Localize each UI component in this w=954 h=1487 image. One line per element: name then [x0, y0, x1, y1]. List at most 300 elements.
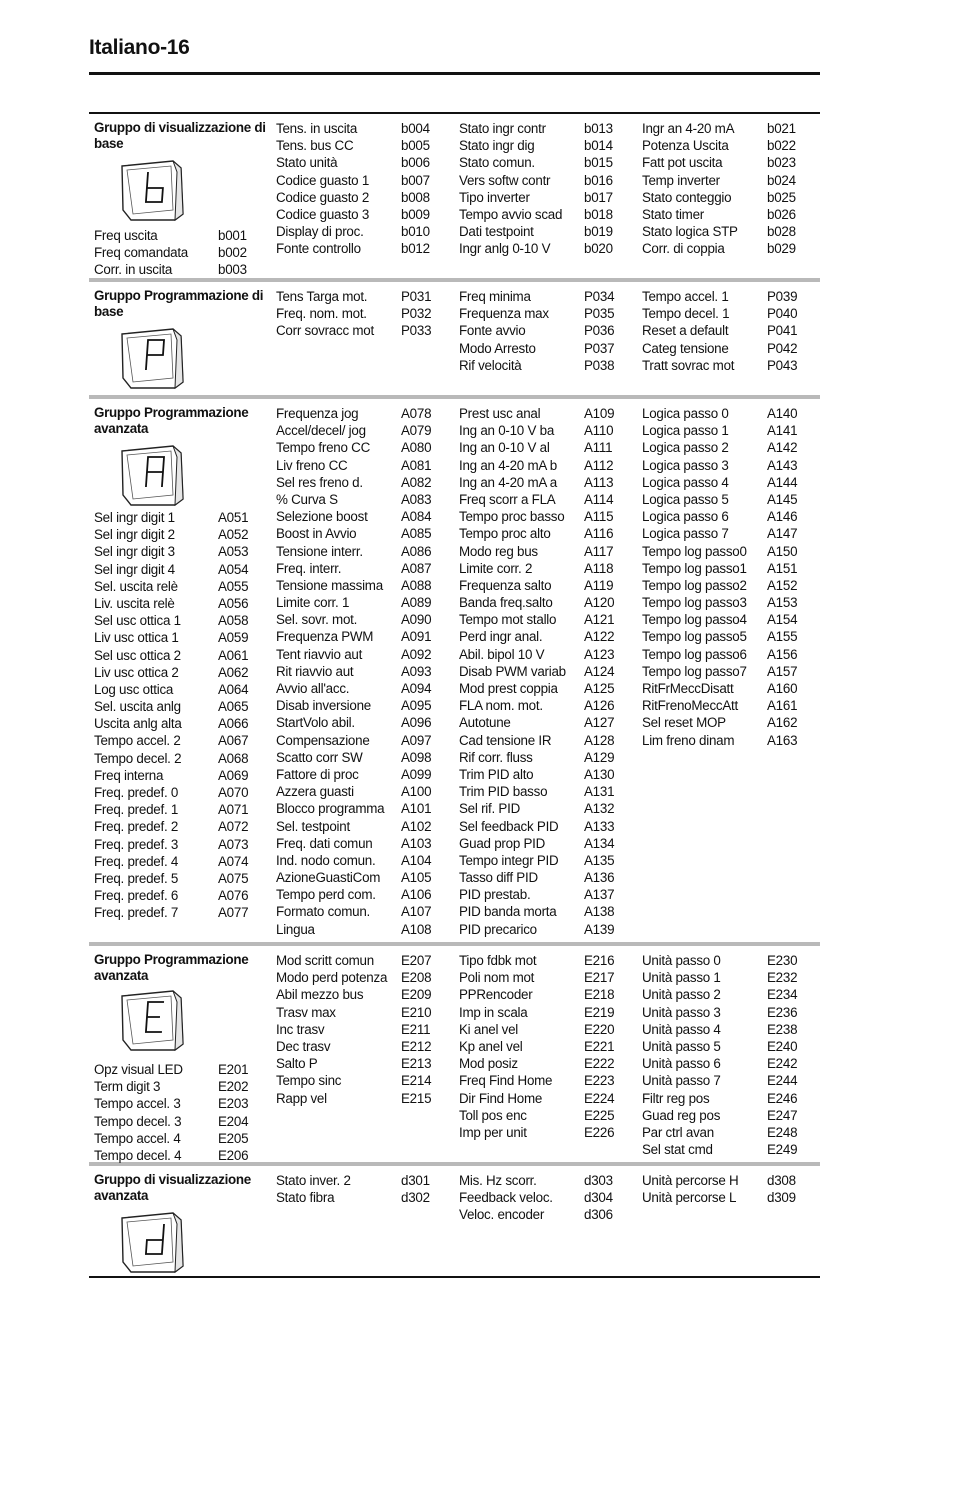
- parameter-code: A062: [218, 664, 249, 680]
- table-bottom-rule: [89, 1276, 820, 1278]
- parameter-item: [276, 525, 451, 542]
- parameter-item: [459, 439, 634, 456]
- parameter-label: Freq uscita: [94, 228, 158, 243]
- parameter-item: [94, 853, 264, 870]
- parameter-code: b010: [401, 224, 430, 240]
- parameter-item: [94, 561, 264, 578]
- parameter-code: A139: [584, 921, 615, 937]
- parameter-item: [276, 305, 451, 322]
- parameter-item: [276, 783, 451, 800]
- parameter-code: A138: [584, 904, 615, 920]
- parameter-label: Unità passo 4: [642, 1021, 721, 1037]
- parameter-label: Tempo avvio scad: [459, 206, 563, 222]
- parameter-label: Sel usc ottica 2: [94, 647, 181, 663]
- parameter-label: Freq Find Home: [459, 1073, 553, 1089]
- parameter-item: [276, 577, 451, 594]
- parameter-label: Lim freno dinam: [642, 732, 735, 748]
- parameter-item: [276, 766, 451, 783]
- parameter-item: [276, 405, 451, 422]
- parameter-item: [459, 986, 634, 1003]
- parameter-label: Guad reg pos: [642, 1107, 721, 1123]
- parameter-column: [459, 288, 634, 374]
- parameter-label: PPRencoder: [459, 987, 533, 1003]
- parameter-item: [459, 749, 634, 766]
- parameter-label: Tempo decel. 3: [94, 1113, 182, 1129]
- parameter-label: Liv usc ottica 1: [94, 630, 179, 646]
- parameter-label: Tempo accel. 1: [642, 289, 729, 304]
- parameter-label: Tens. bus CC: [276, 138, 354, 154]
- parameter-code: b023: [767, 155, 796, 171]
- parameter-item: [642, 457, 817, 474]
- parameter-label: Unità passo 2: [642, 987, 721, 1003]
- parameter-label: Logica passo 5: [642, 491, 729, 507]
- parameter-code: b015: [584, 155, 613, 171]
- parameter-label: Stato conteggio: [642, 189, 732, 205]
- parameter-code: A097: [401, 732, 432, 748]
- parameter-item: [642, 154, 817, 171]
- parameter-item: [459, 577, 634, 594]
- parameter-label: Freq. predef. 7: [94, 905, 179, 921]
- parameter-label: Mis. Hz scorr.: [459, 1173, 537, 1188]
- parameter-item: [459, 852, 634, 869]
- parameter-item: [459, 120, 634, 137]
- parameter-code: A080: [401, 440, 432, 456]
- parameter-item: [642, 1055, 817, 1072]
- parameter-item: [276, 835, 451, 852]
- parameter-label: Tempo log passo7: [642, 663, 747, 679]
- group-title: Gruppo di visualizzazione avanzata: [94, 1172, 251, 1203]
- parameter-item: [642, 240, 817, 257]
- parameter-code: P033: [401, 323, 432, 339]
- parameter-item: [276, 120, 451, 137]
- parameter-code: A137: [584, 887, 615, 903]
- parameter-label: Sel feedback PID: [459, 818, 559, 834]
- parameter-item: [642, 1004, 817, 1021]
- parameter-label: Tempo integr PID: [459, 852, 559, 868]
- parameter-code: P041: [767, 323, 798, 339]
- parameter-item: [459, 783, 634, 800]
- parameter-label: Unità passo 7: [642, 1073, 721, 1089]
- parameter-item: [94, 1061, 264, 1078]
- parameter-label: Stato fibra: [276, 1190, 335, 1206]
- parameter-code: b006: [401, 155, 430, 171]
- parameter-item: [459, 594, 634, 611]
- parameter-item: [459, 491, 634, 508]
- parameter-item: [94, 1095, 264, 1112]
- parameter-code: A146: [767, 509, 798, 525]
- parameter-label: Banda freq.salto: [459, 595, 553, 611]
- parameter-label: Logica passo 3: [642, 457, 729, 473]
- parameter-code: A156: [767, 646, 798, 662]
- parameter-label: Sel. testpoint: [276, 818, 350, 834]
- parameter-code: E213: [401, 1056, 432, 1072]
- parameter-label: Azzera guasti: [276, 784, 354, 800]
- parameter-code: A092: [401, 646, 432, 662]
- parameter-item: [642, 1107, 817, 1124]
- parameter-item: [459, 525, 634, 542]
- parameter-item: [94, 244, 264, 261]
- parameter-item: [94, 543, 264, 560]
- parameter-item: [276, 680, 451, 697]
- parameter-item: [276, 663, 451, 680]
- parameter-item: [459, 1107, 634, 1124]
- parameter-label: Ki anel vel: [459, 1021, 519, 1037]
- parameter-code: A114: [584, 491, 614, 507]
- parameter-code: A108: [401, 921, 432, 937]
- parameter-label: Compensazione: [276, 732, 370, 748]
- parameter-code: A093: [401, 663, 432, 679]
- parameter-label: Categ tensione: [642, 340, 729, 356]
- parameter-code: d309: [767, 1190, 796, 1206]
- parameter-label: Logica passo 7: [642, 526, 729, 542]
- parameter-item: [276, 223, 451, 240]
- parameter-item: [276, 137, 451, 154]
- parameter-code: b025: [767, 189, 796, 205]
- parameter-item: [459, 1090, 634, 1107]
- parameter-code: A091: [401, 629, 432, 645]
- parameter-code: b019: [584, 224, 613, 240]
- parameter-code: P040: [767, 306, 798, 322]
- parameter-label: Sel ingr digit 1: [94, 510, 175, 525]
- parameter-code: A151: [767, 560, 798, 576]
- parameter-item: [94, 767, 264, 784]
- parameter-code: A084: [401, 509, 432, 525]
- parameter-code: d301: [401, 1173, 430, 1188]
- parameter-code: A145: [767, 491, 798, 507]
- parameter-code: A105: [401, 870, 432, 886]
- parameter-label: Tipo fdbk mot: [459, 953, 537, 968]
- parameter-code: E224: [584, 1090, 615, 1106]
- parameter-item: [459, 969, 634, 986]
- parameter-label: Blocco programma: [276, 801, 385, 817]
- parameter-code: b008: [401, 189, 430, 205]
- parameter-code: E226: [584, 1124, 615, 1140]
- parameter-code: A088: [401, 577, 432, 593]
- parameter-label: Sel. uscita anlg: [94, 699, 181, 715]
- parameter-item: [459, 474, 634, 491]
- parameter-label: Ing an 0-10 V ba: [459, 423, 555, 439]
- parameter-code: A098: [401, 749, 432, 765]
- parameter-label: Corr sovracc mot: [276, 323, 374, 339]
- parameter-label: Sel stat cmd: [642, 1142, 713, 1158]
- parameter-code: E209: [401, 987, 432, 1003]
- parameter-code: E248: [767, 1124, 798, 1140]
- parameter-label: Freq. predef. 3: [94, 836, 179, 852]
- parameter-label: Feedback veloc.: [459, 1190, 553, 1206]
- parameter-code: P038: [584, 357, 615, 373]
- parameter-label: Freq. predef. 1: [94, 802, 179, 818]
- parameter-code: A123: [584, 646, 615, 662]
- parameter-label: Freq. nom. mot.: [276, 306, 367, 322]
- parameter-group: [89, 399, 820, 942]
- parameter-label: Ingr an 4-20 mA: [642, 121, 735, 136]
- parameter-label: Codice guasto 1: [276, 172, 370, 188]
- parameter-label: Toll pos enc: [459, 1107, 527, 1123]
- parameter-item: [642, 1172, 817, 1189]
- parameter-label: Trasv max: [276, 1004, 336, 1020]
- parameter-code: A129: [584, 749, 615, 765]
- parameter-item: [276, 439, 451, 456]
- parameter-code: A120: [584, 595, 615, 611]
- parameter-item: [276, 172, 451, 189]
- parameter-item: [459, 646, 634, 663]
- group-title: Gruppo Programmazione avanzata: [94, 952, 249, 983]
- parameter-item: [276, 986, 451, 1003]
- parameter-item: [642, 189, 817, 206]
- parameter-label: Modo reg bus: [459, 543, 538, 559]
- parameter-label: Tent riavvio aut: [276, 646, 363, 662]
- parameter-item: [276, 491, 451, 508]
- parameter-code: E238: [767, 1021, 798, 1037]
- parameter-code: d302: [401, 1190, 430, 1206]
- parameter-column: [459, 1172, 634, 1224]
- parameter-label: Fonte controllo: [276, 241, 361, 257]
- parameter-item: [94, 1130, 264, 1147]
- parameter-code: A161: [767, 698, 798, 714]
- parameter-item: [276, 952, 451, 969]
- b-display-icon: [117, 158, 189, 222]
- parameter-label: Freq minima: [459, 289, 531, 304]
- parameter-item: [276, 288, 451, 305]
- parameter-item: [459, 240, 634, 257]
- parameter-code: A102: [401, 818, 432, 834]
- parameter-item: [459, 1072, 634, 1089]
- parameter-code: A106: [401, 887, 432, 903]
- parameter-item: [459, 223, 634, 240]
- parameter-label: Rif velocità: [459, 357, 522, 373]
- parameter-label: Rapp vel: [276, 1090, 327, 1106]
- parameter-code: A052: [218, 527, 249, 543]
- parameter-item: [94, 904, 264, 921]
- parameter-label: Ingr anlg 0-10 V: [459, 241, 551, 257]
- parameter-code: E236: [767, 1004, 798, 1020]
- parameter-item: [642, 422, 817, 439]
- parameter-label: Tempo decel. 1: [642, 306, 730, 322]
- parameter-code: A160: [767, 681, 798, 696]
- parameter-label: Logica passo 6: [642, 509, 729, 525]
- parameter-code: A112: [584, 457, 614, 473]
- parameter-label: Tempo log passo6: [642, 646, 747, 662]
- parameter-code: A077: [218, 905, 249, 921]
- parameter-label: Tempo accel. 3: [94, 1096, 181, 1112]
- parameter-label: FLA nom. mot.: [459, 698, 543, 714]
- parameter-label: Freq. predef. 2: [94, 819, 179, 835]
- parameter-label: Corr. di coppia: [642, 241, 725, 257]
- parameter-code: E249: [767, 1142, 798, 1158]
- parameter-item: [642, 223, 817, 240]
- parameter-item: [276, 1021, 451, 1038]
- parameter-column: [642, 952, 817, 1158]
- parameter-item: [459, 697, 634, 714]
- parameter-label: Corr. in uscita: [94, 262, 173, 278]
- parameter-label: Ing an 4-20 mA a: [459, 474, 557, 490]
- parameter-code: A055: [218, 578, 249, 594]
- parameter-label: Tempo proc basso: [459, 509, 565, 525]
- parameter-code: A053: [218, 544, 249, 560]
- parameter-label: Fonte avvio: [459, 323, 526, 339]
- parameter-label: Abil. bipol 10 V: [459, 646, 545, 662]
- parameter-label: Tempo decel. 4: [94, 1147, 182, 1163]
- parameter-label: Tempo perd com.: [276, 887, 376, 903]
- parameter-code: P035: [584, 306, 615, 322]
- parameter-item: [642, 628, 817, 645]
- parameter-label: Abil mezzo bus: [276, 987, 364, 1003]
- parameter-item: [276, 969, 451, 986]
- parameter-label: Modo Arresto: [459, 340, 536, 356]
- parameter-label: Stato unità: [276, 155, 338, 171]
- parameter-code: A061: [218, 647, 249, 663]
- parameter-code: b029: [767, 241, 796, 257]
- parameter-code: E225: [584, 1107, 615, 1123]
- parameter-label: % Curva S: [276, 491, 338, 507]
- parameter-code: b021: [767, 121, 796, 136]
- parameter-label: Tempo log passo4: [642, 612, 747, 628]
- group-title: Gruppo Programmazione di base: [94, 288, 264, 319]
- parameter-item: [276, 732, 451, 749]
- parameter-label: Tens Targa mot.: [276, 289, 368, 304]
- parameter-code: A119: [584, 577, 614, 593]
- parameter-code: A155: [767, 629, 798, 645]
- parameter-label: Display di proc.: [276, 224, 364, 240]
- parameter-code: A100: [401, 784, 432, 800]
- parameter-label: Inc trasv: [276, 1021, 325, 1037]
- parameter-label: Frequenza jog: [276, 406, 359, 421]
- parameter-code: A087: [401, 560, 432, 576]
- parameter-item: [642, 120, 817, 137]
- parameter-code: E232: [767, 970, 798, 986]
- parameter-item: [276, 1072, 451, 1089]
- parameter-label: RitFrMeccDisatt: [642, 681, 734, 696]
- parameter-label: Salto P: [276, 1056, 318, 1072]
- parameter-label: Tempo proc alto: [459, 526, 551, 542]
- parameter-label: StartVolo abil.: [276, 715, 355, 731]
- parameter-code: A110: [584, 423, 614, 439]
- parameter-column: [276, 405, 451, 938]
- parameter-item: [94, 887, 264, 904]
- parameter-code: E202: [218, 1079, 249, 1095]
- parameter-label: Vers softw contr: [459, 172, 551, 188]
- parameter-item: [459, 818, 634, 835]
- parameter-item: [642, 405, 817, 422]
- parameter-item: [459, 305, 634, 322]
- title-rule: [89, 72, 820, 75]
- parameter-label: Formato comun.: [276, 904, 370, 920]
- parameter-item: [276, 800, 451, 817]
- parameter-label: Tempo log passo2: [642, 577, 747, 593]
- parameter-item: [276, 240, 451, 257]
- parameter-item: [459, 886, 634, 903]
- group-title: Gruppo di visualizzazione di base: [94, 120, 266, 151]
- parameter-code: E246: [767, 1090, 798, 1106]
- parameter-item: [94, 870, 264, 887]
- parameter-code: E208: [401, 970, 432, 986]
- parameter-item: [94, 526, 264, 543]
- page-title: Italiano-16: [89, 36, 190, 59]
- parameter-label: Stato ingr contr: [459, 121, 546, 136]
- parameter-item: [642, 491, 817, 508]
- parameter-item: [276, 457, 451, 474]
- parameter-label: Accel/decel/ jog: [276, 423, 366, 439]
- parameter-code: A121: [584, 612, 615, 628]
- parameter-item: [642, 340, 817, 357]
- group-title: Gruppo Programmazione avanzata: [94, 405, 249, 436]
- parameter-item: [642, 680, 817, 697]
- parameter-item: [459, 508, 634, 525]
- parameter-label: Tempo log passo5: [642, 629, 747, 645]
- parameter-code: A152: [767, 577, 798, 593]
- parameter-label: Tempo log passo3: [642, 595, 747, 611]
- parameter-label: Tempo log passo1: [642, 560, 747, 576]
- parameter-label: Opz visual LED: [94, 1062, 183, 1077]
- parameter-label: Sel ingr digit 2: [94, 527, 175, 543]
- parameter-code: E244: [767, 1073, 798, 1089]
- parameter-code: A143: [767, 457, 798, 473]
- parameter-item: [94, 261, 264, 278]
- parameter-item: [459, 611, 634, 628]
- parameter-label: Tempo accel. 4: [94, 1130, 181, 1146]
- parameter-item: [642, 206, 817, 223]
- parameter-code: A113: [584, 474, 614, 490]
- parameter-item: [459, 154, 634, 171]
- parameter-item: [642, 969, 817, 986]
- parameter-item: [459, 869, 634, 886]
- parameter-code: E216: [584, 953, 615, 968]
- parameter-label: Par ctrl avan: [642, 1124, 714, 1140]
- parameter-code: E242: [767, 1056, 798, 1072]
- parameter-code: A163: [767, 732, 798, 748]
- parameter-item: [276, 543, 451, 560]
- parameter-code: A065: [218, 699, 249, 715]
- parameter-label: Frequenza salto: [459, 577, 552, 593]
- parameter-code: A150: [767, 543, 798, 559]
- parameter-item: [459, 543, 634, 560]
- parameter-item: [94, 227, 264, 244]
- parameter-item: [276, 206, 451, 223]
- parameter-item: [459, 189, 634, 206]
- parameter-column: [642, 405, 817, 749]
- parameter-code: A083: [401, 491, 432, 507]
- parameter-code: A095: [401, 698, 432, 714]
- parameter-code: P039: [767, 289, 798, 304]
- parameter-code: A107: [401, 904, 432, 920]
- parameter-code: A115: [584, 509, 614, 525]
- parameter-item: [276, 560, 451, 577]
- parameter-label: Rif corr. fluss: [459, 749, 533, 765]
- parameter-label: Tensione massima: [276, 577, 383, 593]
- parameter-code: E247: [767, 1107, 798, 1123]
- parameter-code: A067: [218, 733, 249, 749]
- parameter-item: [276, 594, 451, 611]
- parameter-label: Stato ingr dig: [459, 138, 535, 154]
- parameter-code: A096: [401, 715, 432, 731]
- parameter-item: [276, 1038, 451, 1055]
- parameter-label: Selezione boost: [276, 509, 368, 525]
- parameter-column: [459, 120, 634, 258]
- parameter-table: [89, 112, 820, 1278]
- parameter-item: [276, 903, 451, 920]
- parameter-label: Freq. predef. 6: [94, 888, 179, 904]
- parameter-item: [459, 732, 634, 749]
- parameter-label: Fattore di proc: [276, 766, 359, 782]
- parameter-item: [642, 172, 817, 189]
- parameter-item: [276, 628, 451, 645]
- parameter-item: [642, 1021, 817, 1038]
- parameter-item: [459, 560, 634, 577]
- parameter-group: [89, 946, 820, 1162]
- parameter-label: Uscita anlg alta: [94, 716, 182, 732]
- parameter-code: A071: [218, 802, 249, 818]
- parameter-item: [94, 750, 264, 767]
